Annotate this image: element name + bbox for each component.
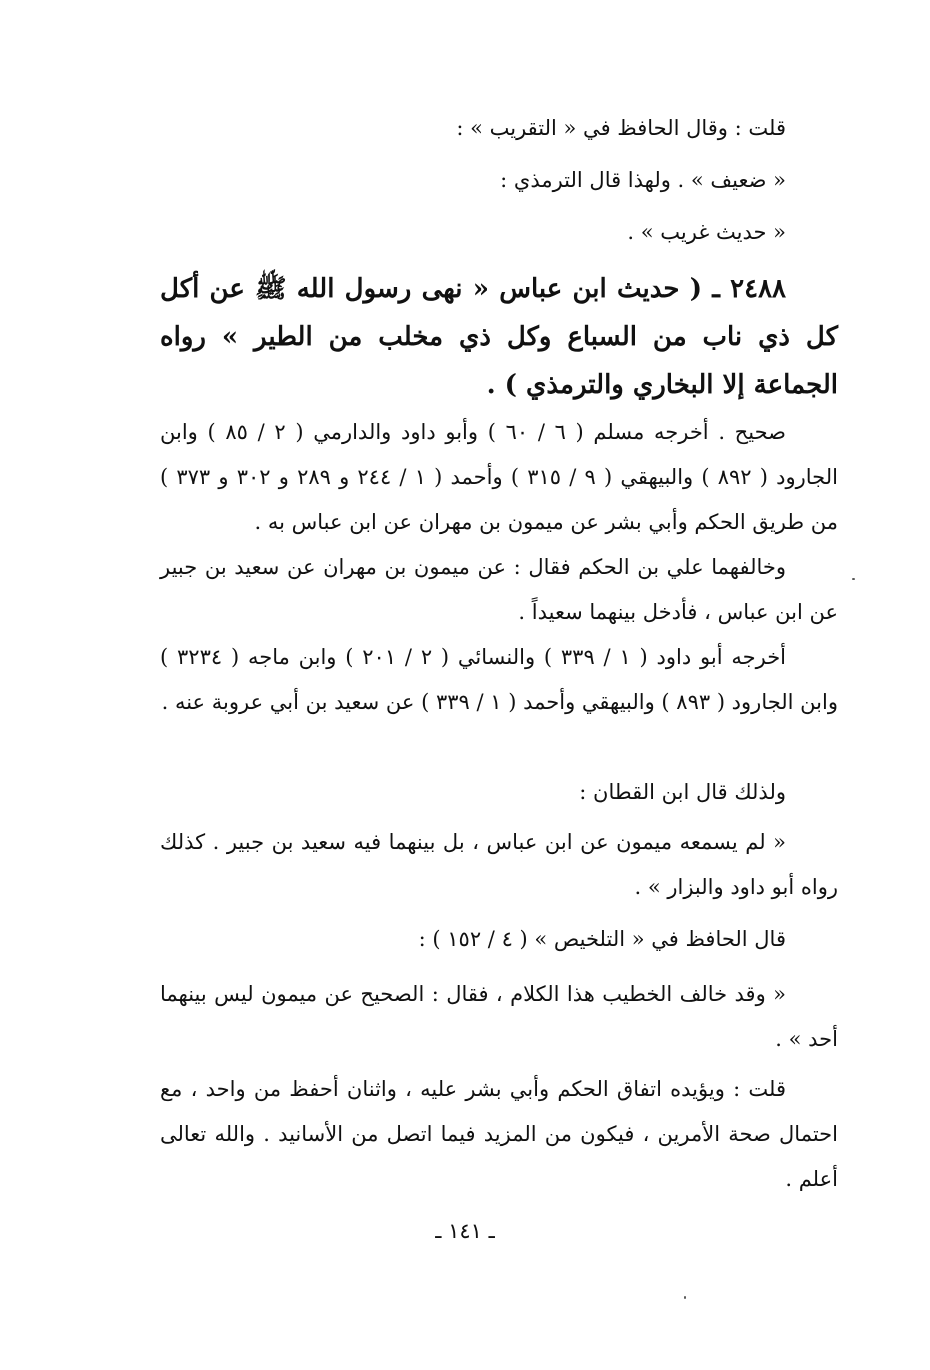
paragraph-khalafahuma: وخالفهما علي بن الحكم فقال : عن ميمون بن مهران عن سعيد بن جبير عن ابن عباس ، فأدخل بينهما سعيداً . [160,555,838,624]
paragraph-takhrij-1: صحيح . أخرجه مسلم ( ٦ / ٦٠ ) وأبو داود والدارمي ( ٢ / ٨٥ ) وابن الجارود ( ٨٩٢ ) والبيهقي ( ٩ / ٣١٥ ) وأحمد ( ١ / ٢٤٤ و ٢٨٩ و ٣٠٢ و ٣٧٣ ) من طريق الحكم وأبي بشر عن ميمون بن مهران عن ابن عباس به . [160,420,838,534]
paragraph-1: قلت : وقال الحافظ في « التقريب » : [456,116,786,140]
paragraph-hafiz-talkhis: قال الحافظ في « التلخيص » ( ٤ / ١٥٢ ) : [418,927,786,951]
scan-speck [684,1296,686,1299]
scan-speck [852,578,855,580]
paragraph-2: « ضعيف » . ولهذا قال الترمذي : [500,168,786,192]
paragraph-khatib-quote: « وقد خالف الخطيب هذا الكلام ، فقال : الصحيح عن ميمون ليس بينهما أحد » . [160,982,838,1051]
paragraph-conclusion: قلت : ويؤيده اتفاق الحكم وأبي بشر عليه ، واثنان أحفظ من واحد ، مع احتمال صحة الأمرين ، فيكون من المزيد فيما اتصل من الأسانيد . والله تعالى أعلم . [160,1077,838,1191]
hadith-2488: ٢٤٨٨ ـ ( حديث ابن عباس « نهى رسول الله ﷺ عن أكل كل ذي ناب من السباع وكل ذي مخلب من الطير » رواه الجماعة إلا البخاري والترمذي ) . [160,274,838,400]
paragraph-ibn-alqattan-quote: « لم يسمعه ميمون عن ابن عباس ، بل بينهما فيه سعيد بن جبير . كذلك رواه أبو داود والبزار » . [160,830,838,899]
paragraph-takhrij-2: أخرجه أبو داود ( ١ / ٣٣٩ ) والنسائي ( ٢ / ٢٠١ ) وابن ماجه ( ٣٢٣٤ ) وابن الجارود ( ٨٩٣ ) والبيهقي وأحمد ( ١ / ٣٣٩ ) عن سعيد بن أبي عروبة عنه . [160,645,838,714]
paragraph-3: « حديث غريب » . [627,220,786,244]
paragraph-ibn-alqattan-intro: ولذلك قال ابن القطان : [579,780,786,804]
page-number: ـ ١٤١ ـ [435,1219,495,1243]
